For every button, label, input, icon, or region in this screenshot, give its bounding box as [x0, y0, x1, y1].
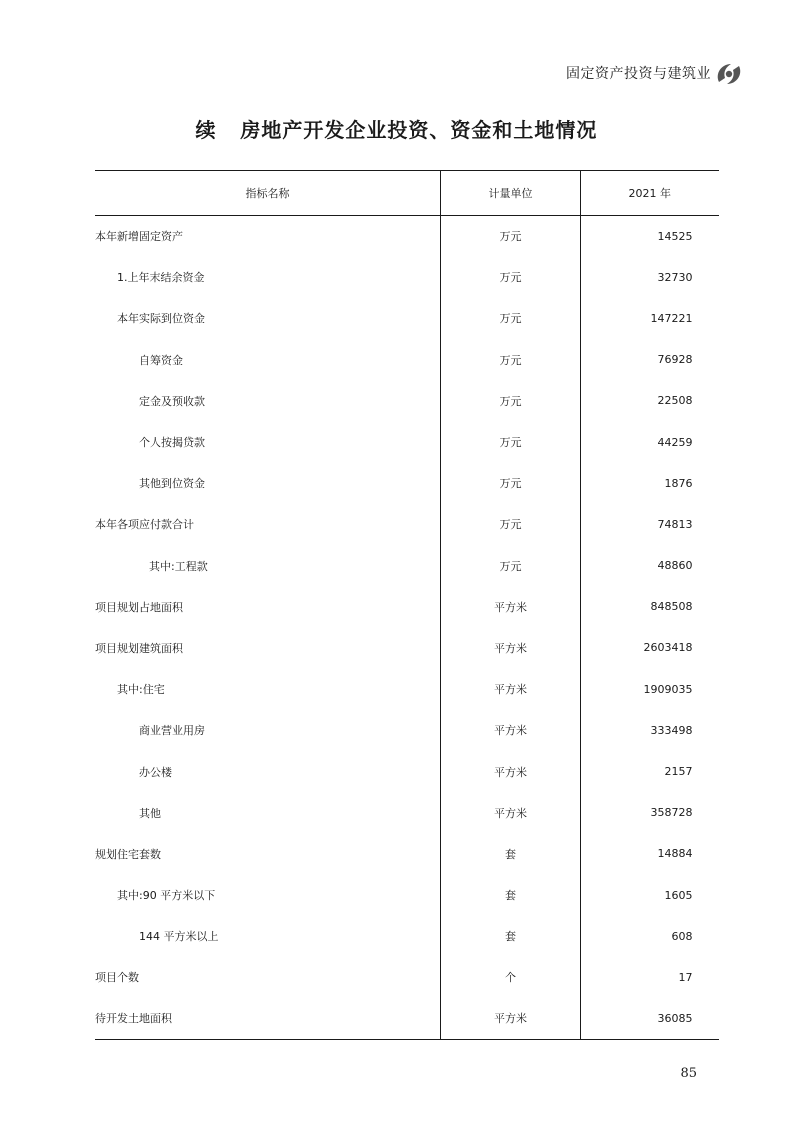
row-value: 358728 [581, 792, 719, 833]
row-name: 自筹资金 [139, 353, 183, 367]
row-name: 其他 [139, 806, 161, 820]
column-header-year: 2021 年 [581, 171, 719, 216]
running-header [0, 0, 793, 100]
row-name: 项目规划占地面积 [95, 600, 183, 614]
row-value: 14884 [581, 833, 719, 874]
row-value: 1876 [581, 463, 719, 504]
row-name: 其中:工程款 [149, 559, 208, 573]
row-unit: 平方米 [441, 586, 581, 627]
row-name: 办公楼 [139, 765, 172, 779]
row-name: 1.上年末结余资金 [117, 271, 205, 285]
table-row [95, 545, 719, 586]
row-value: 36085 [581, 998, 719, 1039]
row-name: 本年实际到位资金 [117, 312, 205, 326]
page-title: 续 房地产开发企业投资、资金和土地情况 [195, 118, 598, 142]
row-unit: 万元 [441, 298, 581, 339]
row-unit: 套 [441, 875, 581, 916]
table-row [95, 627, 719, 668]
table-row [95, 916, 719, 957]
row-name: 其中:住宅 [117, 683, 165, 697]
row-unit: 套 [441, 916, 581, 957]
row-value: 2157 [581, 751, 719, 792]
row-value: 74813 [581, 504, 719, 545]
row-unit: 万元 [441, 463, 581, 504]
table-row [95, 669, 719, 710]
row-unit: 万元 [441, 257, 581, 298]
row-name: 本年新增固定资产 [95, 230, 183, 244]
row-unit: 套 [441, 833, 581, 874]
row-value: 48860 [581, 545, 719, 586]
table-header-row [95, 171, 719, 216]
data-table [95, 170, 719, 1040]
table-row [95, 710, 719, 751]
row-name: 定金及预收款 [139, 394, 205, 408]
section-title: 固定资产投资与建筑业 [566, 66, 711, 82]
table-row [95, 504, 719, 545]
chapter-logo-icon [713, 60, 745, 88]
row-name: 待开发土地面积 [95, 1012, 172, 1026]
row-value: 1605 [581, 875, 719, 916]
column-header-name: 指标名称 [245, 187, 290, 200]
row-value: 14525 [581, 216, 719, 257]
row-value: 17 [581, 957, 719, 998]
row-unit: 平方米 [441, 751, 581, 792]
table-row [95, 216, 719, 257]
row-unit: 平方米 [441, 998, 581, 1039]
row-value: 44259 [581, 421, 719, 462]
row-unit: 万元 [441, 504, 581, 545]
table-row [95, 463, 719, 504]
row-value: 147221 [581, 298, 719, 339]
table-row [95, 833, 719, 874]
column-header-unit: 计量单位 [441, 171, 581, 216]
row-value: 1909035 [581, 669, 719, 710]
row-name: 其中:90 平方米以下 [117, 889, 216, 903]
table-row [95, 421, 719, 462]
table-row [95, 586, 719, 627]
row-unit: 平方米 [441, 710, 581, 751]
row-unit: 万元 [441, 339, 581, 380]
row-unit: 万元 [441, 380, 581, 421]
table-row [95, 339, 719, 380]
data-table-container [95, 170, 717, 1040]
row-name: 项目规划建筑面积 [95, 641, 183, 655]
table-row [95, 792, 719, 833]
table-row [95, 257, 719, 298]
row-value: 333498 [581, 710, 719, 751]
row-name: 个人按揭贷款 [139, 436, 205, 450]
row-unit: 个 [441, 957, 581, 998]
row-unit: 平方米 [441, 627, 581, 668]
row-value: 76928 [581, 339, 719, 380]
row-unit: 万元 [441, 421, 581, 462]
row-unit: 平方米 [441, 792, 581, 833]
page-number: 85 [680, 1066, 697, 1081]
row-name: 本年各项应付款合计 [95, 518, 194, 532]
row-value: 22508 [581, 380, 719, 421]
table-row [95, 380, 719, 421]
row-name: 项目个数 [95, 971, 139, 985]
row-name: 其他到位资金 [139, 477, 205, 491]
row-name: 商业营业用房 [139, 724, 205, 738]
row-value: 848508 [581, 586, 719, 627]
row-value: 2603418 [581, 627, 719, 668]
row-value: 32730 [581, 257, 719, 298]
row-name: 规划住宅套数 [95, 847, 161, 861]
table-row [95, 298, 719, 339]
table-row [95, 751, 719, 792]
table-row [95, 957, 719, 998]
row-unit: 平方米 [441, 669, 581, 710]
row-name: 144 平方米以上 [139, 930, 219, 944]
table-row [95, 998, 719, 1039]
row-value: 608 [581, 916, 719, 957]
table-row [95, 875, 719, 916]
row-unit: 万元 [441, 216, 581, 257]
row-unit: 万元 [441, 545, 581, 586]
